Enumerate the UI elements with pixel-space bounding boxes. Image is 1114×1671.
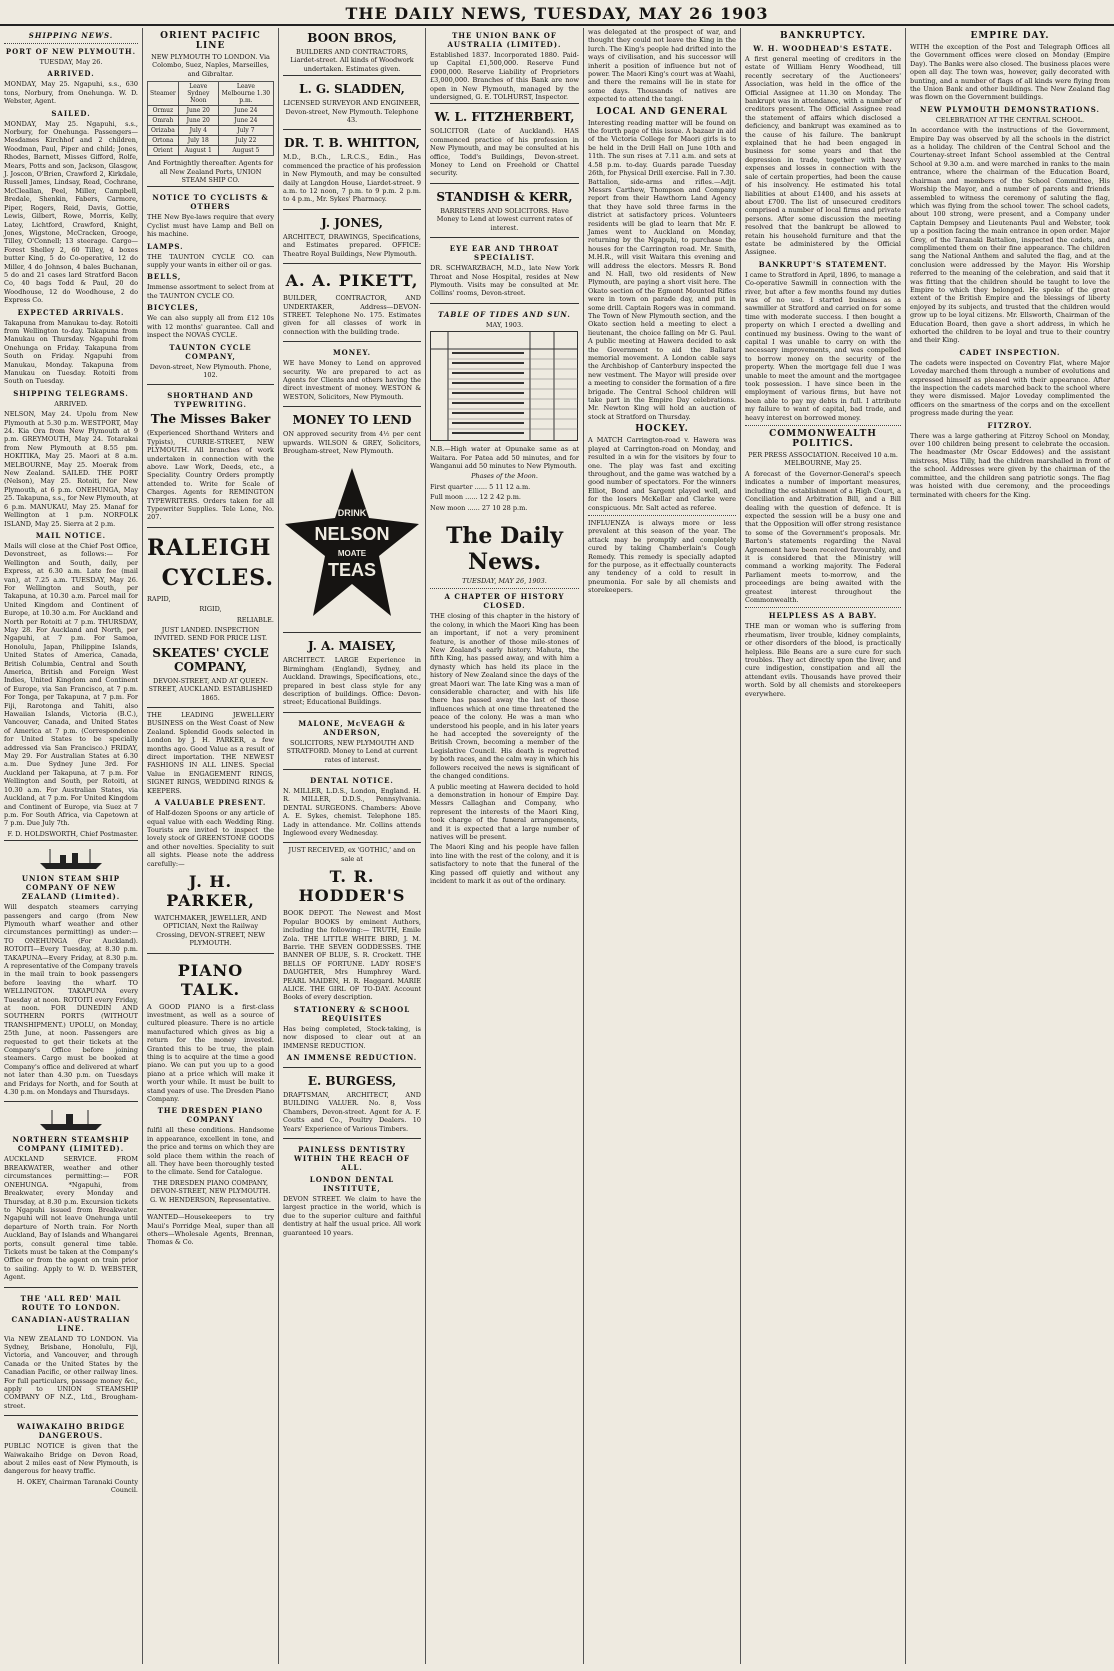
dresden-header: THE DRESDEN PIANO COMPANY (157, 1106, 264, 1125)
continued-text: was delegated at the prospect of war, and thought they could not leave the King in the lurch. The King's people had drifted into the ways of civilisation, and his successor will inherit a position of influence but not of power. The Maori King's court was at Waahi, and there the remains will lie in state for some days. Thousands of natives are expected to attend the tangi. (588, 28, 736, 104)
london-dental-header: LONDON DENTAL INSTITUTE, (309, 1175, 395, 1193)
maisey-text: ARCHITECT. LARGE Experience in Birmingham (England), Sydney, and Auckland. Drawings, Specifications, etc., prepared in best class style for any description of buildings. Office: Devon-street; Educational Buildings. (283, 656, 421, 707)
chapter-header: A CHAPTER OF HISTORY CLOSED. (444, 592, 565, 611)
pikett-header: A. A. PIKETT, (285, 271, 419, 291)
steamship-icon (36, 1108, 106, 1132)
table-row (148, 146, 274, 156)
bells-header: BELLS, (147, 272, 182, 282)
bankruptcy-sub2: BANKRUPT'S STATEMENT. (758, 259, 888, 269)
baker-text: (Experienced Shorthand Writers and Typists), CURRIE-STREET, NEW PLYMOUTH. All branches of work undertaken in connection with the above. Law Work, Deeds, etc., a Speciality. Country Orders promptly attended to. Write for Scale of Charges. Agents for REMINGTON TYPEWRITERS. Orders taken for all Typewriter Supplies. Tele Lone, No. 207. (147, 429, 274, 522)
dental-ad (283, 769, 421, 842)
jeweller-ad (147, 707, 274, 953)
london-dental-text: DEVON STREET. We claim to have the largest practice in the world, which is due to the superior culture and faithful dentistry at half the usual price. All work guaranteed 10 years. (283, 1195, 421, 1237)
arrived-header: ARRIVED. (47, 69, 95, 79)
bankruptcy-header: BANKRUPTCY. (780, 31, 866, 41)
table-cell: Ormuz (148, 106, 179, 116)
raleigh-tag: RELIABLE. (236, 615, 274, 624)
dresden-text: fulfil all these conditions. Handsome in appearance, excellent in tone, and the price and terms on which they are sold place them within the reach of all. They have been thoroughly tested to the climate. Send for Catalogue. (147, 1126, 274, 1177)
column-6 (741, 28, 905, 1666)
hodder-header: T. R. HODDER'S (298, 867, 406, 906)
union-steam-text: Will despatch steamers carrying passengers and cargo (from New Plymouth wharf weather and other circumstances permitting) as under:— TO ONEHUNGA (For Auckland). ROTOITI—Every Tuesday, at 8.30 p.m. TAKAPUNA—Every Friday, at 8.30 p.m. A representative of the Company travels in the mail train to book passengers before leaving the wharf. TO WELLINGTON. TAKAPUNA every Tuesday at noon. ROTOITI every Friday, at noon. FOR DUNEDIN AND SOUTHERN PORTS (WITHOUT TRANSHIPMENT.) UPOLU, on Monday, 25th June, at noon. Passengers are requested to get their tickets at the Company's Office before joining steamers. Cargo must be booked at Company's office and delivered at wharf not later than 4.30 p.m. on Tuesdays and Fridays for North, and for South at 4.30 p.m. on Mondays and Thursdays. (4, 903, 138, 1097)
baby-header: HELPLESS AS A BABY. (768, 611, 878, 621)
northern-steam-text: AUCKLAND SERVICE. FROM BREAKWATER, weather and other circumstances permitting:— FOR ONEHUNGA. *Ngapuhi, from Breakwater, every Monday and Thursday, at 8.30 p.m. Excursion tickets to Ngapuhi issued from Breakwater. Ngapuhi will not leave Onehunga until departure of North train. For North Auckland, Bay of Islands and Whangarei ports, consult general time table. Tickets must be taken at the Company's Office or from the agent on train prior to sailing. Apply to W. D. WEBSTER, Agent. (4, 1155, 138, 1282)
bridge-notice (4, 1415, 138, 1499)
wanted-text: WANTED—Housekeepers to try Maui's Porridge Meal, super than all others—Wholesale Agents, Brennan, Thomas & Co. (147, 1213, 274, 1247)
column-2 (143, 28, 278, 1666)
parker-text: WATCHMAKER, JEWELLER, AND OPTICIAN, Next the Railway Crossing, DEVON-STREET, NEW PLYMOUTH. (154, 913, 267, 948)
standish-header: STANDISH & KERR, (436, 189, 573, 204)
bells-text: Immense assortment to select from at the TAUNTON CYCLE CO. (147, 283, 274, 300)
table-cell: June 20 (178, 106, 218, 116)
column-3 (279, 28, 425, 1666)
orient-footer: And Fortnightly thereafter. Agents for all New Zealand Ports, UNION STEAM SHIP CO. (147, 159, 274, 185)
union-steam-header: UNION STEAM SHIP COMPANY OF NEW ZEALAND (Limited). (21, 874, 121, 902)
sladden-header: L. G. SLADDEN, (299, 82, 405, 97)
masthead-title: THE DAILY NEWS, TUESDAY, MAY 26 1903 (345, 4, 769, 23)
arrived-text: MONDAY, May 25. Ngapuhi, s.s., 630 tons, Norbury, from Onehunga. W. D. Webster, Agent. (4, 80, 138, 106)
divider (430, 588, 579, 589)
taunton-header: TAUNTON CYCLE COMPANY, (169, 342, 252, 361)
moon-header: Phases of the Moon. (471, 472, 538, 481)
received-text: JUST RECEIVED, ex 'GOTHIC,' and on sale at (288, 846, 416, 863)
table-cell: August 1 (178, 146, 218, 156)
bankruptcy-sub: W. H. WOODHEAD'S ESTATE. (753, 44, 893, 53)
cyclists-header: NOTICE TO CYCLISTS & OTHERS (152, 193, 269, 212)
jones-header: J. JONES, (321, 215, 383, 230)
local-header: LOCAL AND GENERAL (596, 106, 728, 117)
table-cell: July 7 (218, 126, 273, 136)
expected-header: EXPECTED ARRIVALS. (17, 307, 125, 317)
lamps-text: THE TAUNTON CYCLE CO. can supply your wants in either oil or gas. (147, 252, 274, 270)
standish-text: BARRISTERS AND SOLICITORS. Have Money to Lend at lowest current rates of interest. (436, 206, 573, 232)
divider (745, 607, 901, 608)
bank-text: Established 1837. Incorporated 1880. Paid-up Capital £1,500,000. Reserve Fund £900,000. Reserve Liability of Proprietors £3,000,000. Branches of this Bank are now open in New Plymouth, managed by the undersigned, G. E. TOLHURST, Inspector. (430, 51, 579, 102)
table-cell: July 18 (178, 136, 218, 146)
dateline: TUESDAY, May 26. (39, 58, 103, 66)
piano-ad (147, 953, 274, 1210)
bankruptcy-text: A first general meeting of creditors in the estate of William Henry Woodhead, till recently secretary of the Auctioneers' Association, was held in the office of the Official Assignee at 11.30 on Monday. The bankrupt was in attendance, with a number of creditors present. The Official Assignee read the statement of affairs which disclosed a deficiency, and bankrupt was examined as to the cause of his failure. The bankrupt explained that he had been engaged in business for some years and that the depression in trade, together with heavy expenses and losses in connection with the sale of certain properties, had been the cause of his insolvency. He estimated his total liabilities at about £1400, and his assets at about £700. The list of unsecured creditors comprised a number of local firms and private persons. After some discussion the meeting resolved that the bankrupt be allowed to retain his household furniture and that the estate be administered by the Official Assignee. (745, 55, 901, 257)
shipping-header: SHIPPING NEWS. (28, 31, 114, 40)
skeates-header: SKEATES' CYCLE COMPANY, (152, 645, 269, 674)
expected-text: Takapuna from Manukau to-day. Rotoiti from Wellington to-day. Takapuna from Manukau on Thursday. Ngapuhi from Onehunga on Friday. Takapuna from South on Friday. Ngapuhi from Manukau, Monday. Takapuna from Manukau on Tuesday. Rotoiti from South on Tuesday. (4, 318, 138, 386)
shorthand-header: SHORTHAND AND TYPEWRITING. (167, 391, 254, 410)
teas-word: TEAS (327, 560, 377, 581)
raleigh-text: JUST LANDED. INSPECTION INVITED. SEND FOR PRICE LIST. (153, 626, 268, 643)
moon-row: Full moon ...... 12 2 42 p.m. (430, 493, 521, 502)
column-5 (584, 28, 740, 1666)
stationery-header: STATIONERY & SCHOOL REQUISITES (293, 1004, 411, 1023)
column-1 (0, 28, 142, 1666)
divider (588, 515, 736, 516)
moate-word: MOATE (337, 549, 367, 559)
daily-news-nameplate: The Daily News. (446, 522, 563, 575)
tide-table-grid (430, 331, 578, 441)
whitton-header: DR. T. B. WHITTON, (284, 136, 420, 151)
influenza-text: INFLUENZA is always more or less prevalent at this season of the year. The attack may be promptly and completely cured by taking Chamberlain's Cough Remedy. This remedy is specially adapted for the purpose, as it effectually counteracts any tendency of a cold to result in pneumonia. For sale by all chemists and storekeepers. (588, 518, 736, 595)
moon-row: First quarter ...... 5 11 12 a.m. (430, 482, 531, 491)
pikett-ad (283, 263, 421, 341)
maisey-header: J. A. MAISEY, (308, 639, 396, 654)
northern-steam-header: NORTHERN STEAMSHIP COMPANY (LIMITED). (12, 1135, 130, 1154)
masthead (0, 0, 1114, 26)
present-text: of Half-dozen Spoons or any article of equal value with each Wedding Ring. Tourists are invited to inspect the lovely stock of GREENSTONE GOODS and other novelties. Speciality to suit all sights. Please note the address carefully:— (147, 809, 274, 868)
all-red-header: THE 'ALL RED' MAIL ROUTE TO LONDON. (20, 1293, 122, 1312)
moon-row: New moon ...... 27 10 28 p.m. (430, 503, 528, 512)
bank-header: THE UNION BANK OF AUSTRALIA (LIMITED). (447, 31, 562, 49)
jeweller-text: THE LEADING JEWELLERY BUSINESS on the West Coast of New Zealand. Splendid Goods selected in London by J. H. PARKER, a few months ago. Good Value as a result of direct importation. THE NEWEST FASHIONS IN ALL LINES. Special Value in ENGAGEMENT RINGS, SIGNET RINGS, WEDDING RINGS & KEEPERS. (147, 711, 274, 795)
burgess-header: E. BURGESS, (307, 1073, 397, 1088)
table-cell: Orient (148, 146, 179, 156)
malone-ad (283, 712, 421, 769)
daily-news-date: TUESDAY, MAY 26, 1903. (462, 576, 547, 585)
lamps-header: LAMPS. (147, 241, 184, 251)
sailed-text: MONDAY, May 25. Ngapuhi, s.s., Norbury, for Onehunga. Passengers—Mesdames Kirchhof and 2 children, Woodman, Paul, Piper and child; Jones, Rhodes, Barnett, Misses Gifford, Rolfe, Mears, Potts and son, Jackson, Glasgow, J. Joscon, O'Brien, Crawford 2, Kirkdale, Russell James, Lindsay, Read, Cochrane, McCleallan, Peel, Miller, Campbell, Bredale, Shenkin, Fabers, Carmore, Piper, Rogers, Reid, Davis, Gottie, Lewis, Gilbert, Rowe, Morris, Kelly, Latey, Lichtford, Crawford, Knight, Jones, Wigstone, McCracken, Grooge, Tilley, O'Connell; 13 steerage. Cargo—Forest Shelley 2, 60 Tilley, 4 boxes butter King, 5 do Co-operative, 12 do Miller, 4 do Johnson, 4 bales Buchanan, 5 do and 21 cases lard Stratford Bacon Co, 40 bags Todd & Paul, 20 do Woodhouse, 12 do Woodhouse, 2 do Express Co. (4, 119, 138, 305)
hodder-ad (283, 842, 421, 1067)
drink-word: DRINK (337, 508, 367, 519)
lend-header: MONEY TO LEND (292, 413, 412, 428)
sladden-text: LICENSED SURVEYOR AND ENGINEER, Devon-street, New Plymouth. Telephone 43. (283, 99, 421, 125)
london-dental-ad (283, 1138, 421, 1242)
dental-text: N. MILLER, L.D.S., London, England. H. R. MILLER, D.D.S., Pennsylvania. DENTAL SURGEONS. Chambers: Above A. E. Sykes, chemist. Telephone 185. Lady in attendance. Mr. Collins attends Inglewood every Wednesday. (283, 787, 421, 838)
bridge-header: WAIWAKAIHO BRIDGE DANGEROUS. (16, 1422, 125, 1441)
demonstration-header: NEW PLYMOUTH DEMONSTRATIONS. (920, 104, 1100, 114)
cadet-text: The cadets were inspected on Coventry Flat, where Major Loveday marched them through a number of evolutions and expressed himself as pleased with their appearance. After the inspection the cadets marched back to the school where they were dismissed. Major Loveday complimented the officers on the smartness of the corps and on the excellent progress made during the year. (910, 358, 1110, 418)
table-cell: Omrah (148, 116, 179, 126)
all-red-sub: CANADIAN-AUSTRALIAN LINE. (11, 1314, 131, 1333)
demonstration-sub: CELEBRATION AT THE CENTRAL SCHOOL. (935, 115, 1085, 124)
commonwealth-sub: PER PRESS ASSOCIATION. Received 10 a.m. MELBOURNE, May 25. (748, 451, 898, 468)
divider (4, 43, 138, 44)
cyclists-text: THE New Bye-laws require that every Cyclist must have Lamp and Bell on his machine. (147, 213, 274, 239)
port-header: PORT OF NEW PLYMOUTH. (5, 47, 137, 56)
taunton-address: Devon-street, New Plymouth. Phone, 102. (149, 362, 272, 379)
cyclists-ad (147, 186, 274, 384)
maisey-ad (283, 632, 421, 711)
present-header: A VALUABLE PRESENT. (154, 798, 267, 808)
commonwealth-text: A forecast of the Governor-General's speech indicates a number of important measures, including the establishment of a High Court, a Conciliation and Arbitration Bill, and a Bill dealing with the question of defence. It is expected the session will be a busy one and that the Opposition will offer strong resistance to some of the Government's proposals. Mr. Barton's statements regarding the Naval Agreement have been received favourably, and it is considered that the Ministry will command a working majority. The Federal Parliament meets to-morrow, and the proceedings are being awaited with the greatest interest throughout the Commonwealth. (745, 469, 901, 604)
burgess-ad (283, 1067, 421, 1138)
table-cell: July 4 (178, 126, 218, 136)
table-cell: July 22 (218, 136, 273, 146)
dresden-footer: THE DRESDEN PIANO COMPANY, DEVON-STREET, NEW PLYMOUTH. G. W. HENDERSON, Representative. (150, 1178, 271, 1204)
eye-text: DR. SCHWARZBACH, M.D., late New York Throat and Nose Hospital, resides at New Plymouth. Visits may be consulted at Mr. Collins' rooms, Devon-street. (430, 264, 579, 298)
reduction-header: AN IMMENSE REDUCTION. (286, 1052, 418, 1062)
nelson-teas-ad (283, 466, 421, 626)
hockey-header: HOCKEY. (635, 424, 689, 435)
boon-header: BOON BROS, (307, 31, 397, 45)
piano-text: A GOOD PIANO is a first-class investment, as well as a source of cultured pleasure. There is no article manufactured which gives as big a return for the money invested. Granted this to be true, the plain thing is to acquire at the time a good piano. We can put you up to a good piano at a price which will make it worth your while. It must be built to stand years of use. The Dresden Piano Company. (147, 1002, 274, 1104)
sladden-ad (283, 75, 421, 129)
table-cell: June 24 (218, 116, 273, 126)
chapter-text: A public meeting at Hawera decided to hold a demonstration in honour of Empire Day. Messrs Callaghan and Company, who represent the interests of the Maori King, took charge of the funeral arrangements, and it is expected that a large number of natives will be present. (430, 782, 579, 841)
bridge-signature: H. OKEY, Chairman Taranaki County Council. (16, 1477, 138, 1495)
telegrams-header: SHIPPING TELEGRAMS. (13, 388, 129, 398)
whitton-text: M.D., B.Ch., L.R.C.S., Edin., Has commenced the practice of his profession in New Plymouth, and may be consulted daily at Langdon House, Liardet-street. 9 a.m. to 12 noon, 7 p.m. to 9 p.m. 2 p.m. to 4 p.m., Mr. Sykes' Pharmacy. (283, 153, 421, 204)
table-row (148, 106, 274, 116)
malone-text: SOLICITORS, NEW PLYMOUTH AND STRATFORD. Money to Lend at current rates of interest. (286, 738, 418, 764)
jones-text: ARCHITECT, DRAWINGS, Specifications, and Estimates prepared. OFFICE: Theatre Royal Buildings, New Plymouth. (283, 232, 421, 258)
money-text: WE have Money to Lend on approved security. We are prepared to act as Agents for Clients and others having the direct investment of money. WESTON & WESTON, Solicitors, New Plymouth. (283, 359, 421, 401)
painless-header: PAINLESS DENTISTRY WITHIN THE REACH OF ALL. (294, 1145, 410, 1172)
divider (745, 425, 901, 426)
mail-signature: F. D. HOLDSWORTH, Chief Postmaster. (7, 829, 138, 838)
dental-header: DENTAL NOTICE. (310, 776, 394, 786)
table-row (148, 136, 274, 146)
piano-header: PIANO TALK. (177, 960, 244, 999)
steamship-icon (36, 847, 106, 871)
bicycles-header: BICYCLES, (147, 303, 199, 313)
jones-ad (283, 209, 421, 263)
table-header: Leave Sydney Noon (178, 82, 218, 106)
boon-text: BUILDERS AND CONTRACTORS, Liardet-street. All kinds of Woodwork undertaken. Estimates given. (290, 48, 414, 73)
empire-header: EMPIRE DAY. (970, 31, 1050, 41)
wanted-ad (147, 1209, 274, 1252)
table-cell: June 20 (178, 116, 218, 126)
tides-header: TABLE OF TIDES AND SUN. (438, 309, 571, 319)
bicycles-text: We can also supply all from £12 10s with 12 months' guarantee. Call and inspect the NOVAS CYCLE. (147, 314, 274, 340)
pikett-text: BUILDER, CONTRACTOR, AND UNDERTAKER, Address—DEVON-STREET. Telephone No. 175. Estimates given for all classes of work in connection with the building trade. (283, 294, 421, 336)
money-header: MONEY. (332, 348, 372, 358)
hockey-text: A MATCH Carrington-road v. Hawera was played at Carrington-road on Monday, and resulted in a win for the visitors by four to one. The play was fast and exciting throughout, and the game was watched by a good number of spectators. For the winners Elliot, Bond and Sargent played well, and for the losers McKellar and Clarke were conspicuous. Mr. Salt acted as referee. (588, 436, 736, 512)
telegrams-arrived: ARRIVED. (54, 399, 88, 408)
union-steam-ad (4, 840, 138, 1101)
fitzroy-text: There was a large gathering at Fitzroy School on Monday, over 100 children being present to celebrate the occasion. The headmaster (Mr Oscar Eddowes) and the assistant mistress, Miss Tilly, had the children marshalled in front of the school. Addresses were given by the chairman of the committee, and the children sang patriotic songs. The flag was hoisted with due ceremony, and the proceedings terminated with cheers for the King. (910, 431, 1110, 499)
tides-section (430, 303, 579, 517)
malone-header: MALONE, McVEAGH & ANDERSON, (298, 718, 406, 737)
eye-ad (430, 237, 579, 303)
sailed-header: SAILED. (51, 108, 91, 118)
nelson-word: NELSON (314, 524, 390, 545)
mail-header: MAIL NOTICE. (35, 530, 107, 540)
stationery-text: Has being completed, Stock-taking, is now disposed to clear out at an IMMENSE REDUCTION. (283, 1024, 421, 1050)
table-cell: Ortona (148, 136, 179, 146)
eye-header: EYE EAR AND THROAT SPECIALIST. (449, 244, 560, 263)
all-red-text: Via NEW ZEALAND TO LONDON. Via Sydney, Brisbane, Honolulu, Fiji, Victoria, and Vancouver, and through Canada or the United States by the Canadian Pacific, or other railway lines. For full particulars, passage money &c., apply to UNION STEAMSHIP COMPANY OF N.Z., Ltd., Brougham-street. (4, 1334, 138, 1410)
table-header-row (148, 82, 274, 106)
fitzroy-header: FITZROY. (987, 420, 1033, 430)
raleigh-cycles: CYCLES. (161, 564, 274, 591)
raleigh-tag: RAPID, (147, 594, 171, 603)
orient-header: ORIENT PACIFIC LINE (160, 31, 261, 51)
column-4 (426, 28, 583, 1666)
orient-table (147, 81, 274, 156)
table-header: Steamer (148, 82, 179, 106)
raleigh-ad (147, 527, 274, 707)
mail-text: Mails will close at the Chief Post Office, Devonstreet, as follows:— For Wellington and South, daily, per Express, at 6.30 a.m. Late fee (mail van), at 7.25 a.m. TUESDAY, May 26. For Wellington and South, per Takapuna, at 10.30 a.m. Parcel mail for United Kingdom and Continent of Europe, at 10.30 a.m. For Auckland and North per Rotoiti at 7 p.m. THURSDAY, May 28. For Auckland and North, per Ngapuhi, at 7 p.m. For Samoa, Honolulu, Japan, Philippine Islands, United States of America, Canada, British Columbia, Central and South America, British and Foreign West Indies, United Kingdom and Continent of Europe, via San Francisco, at 7 p.m. For Tonga, per Takapuna, at 7 p.m. For Fiji, Rarotonga and Tahiti, also Hawaiian Islands, Victoria (B.C.), Vancouver, Canada, and United States of America at 7 p.m. (Correspondence for United States to be specially addressed via San Francisco.) FRIDAY, May 29. For Australian States at 6.30 a.m. Due Sydney June 3rd. For Auckland per Takapuna, at 7 p.m. For Wellington and South, per Rotoiti, at 10.30 a.m. For Australian States, via Auckland, at 7 p.m. For United Kingdom and Continent of Europe, via Suez at 7 p.m. For South Africa, via Capetown at 7 p.m. Due July 7th. (4, 541, 138, 828)
table-cell: August 5 (218, 146, 273, 156)
empire-text: WITH the exception of the Post and Telegraph Offices all the Government offices were closed on Monday (Empire Day). The Banks were also closed. The business places were open all day. The town was, however, gaily decorated with bunting, and a number of flags of all kinds were flying from the Union Bank and other buildings. The New Zealand flag was flown on the Government buildings. (910, 43, 1110, 102)
cadet-header: CADET INSPECTION. (959, 347, 1061, 357)
bankruptcy-text2: I came to Stratford in April, 1896, to manage a Co-operative Sawmill in connection with the river, but after a few months found my duties was of no use. I started business as a sawmiller at Stratford and carried on for some time with moderate success. I then bought a property on which I erected a dwelling and continued my business. Owing to the want of capital I was unable to carry on with the necessary improvements, and was compelled to borrow money on the security of the property. When the mortgage fell due I was unable to meet the amount and the mortgagee took possession. I have since been in the employment of various firms, but have not been able to pay my debts in full. I attribute my failure to want of capital, bad trade, and heavy interest on borrowed money. (745, 270, 901, 422)
hodder-text: BOOK DEPOT. The Newest and Most Popular BOOKS by eminent Authors, including the following:— TRUTH, Emile Zola. THE LITTLE WHITE BIRD, J. M. Barrie. THE SEVEN GODDESSES. THE BANNER OF BLUE, S. R. Crockett. THE BELLS OF FORTUNE. LADY ROSE'S DAUGHTER, Mrs Humphrey Ward. PEARL MAIDEN, H. R. Haggard. MARIE ALICE. THE GIRL OF TO-DAY. Account Books of every description. (283, 909, 421, 1002)
skeates-text: DEVON-STREET, AND AT QUEEN-STREET, AUCKLAND. ESTABLISHED 1865. (148, 676, 273, 702)
tides-sub: MAY, 1903. (485, 320, 524, 329)
fitzherbert-ad (430, 103, 579, 182)
raleigh-title: RALEIGH (147, 534, 272, 561)
column-7 (906, 28, 1114, 1666)
table-cell: June 24 (218, 106, 273, 116)
parker-header: J. H. PARKER, (166, 871, 255, 910)
raleigh-tag: RIGID, (199, 605, 222, 614)
standish-ad (430, 183, 579, 237)
demonstration-text: In accordance with the instructions of the Government, Empire Day was observed by all the schools in the district as a holiday. The children of the Central School and the Courtenay-street Infant School assembled at the Central School at 9.30 a.m. and were marched in ranks to the main entrance, where the chairman of the Education Board, chairman and members of the School Committee, His Worship the Mayor, and a number of parents and friends assembled to witness the ceremony of saluting the flag, which was flying from the school tower. The school cadets, about 100 strong, were present, and a Company under Captain Dempsey and Lieutenants Paul and Webster, took up a position facing the main entrance in open order. Major Grey, of the Taranaki Battalion, inspected the cadets, and complimented them on their fine appearance. The children sang the National Anthem and saluted the flag, and at the conclusion were addressed by the Mayor. His Worship referred to the meaning of the celebration, and said that it was fitting that the children should be taught to love the Empire to which they belonged. He spoke of the great extent of the British Empire and the blessings of liberty enjoyed by its subjects, and trusted that the children would grow up to be loyal citizens. Mr. Ellsworth, Chairman of the Education Board, then gave a short address, in which he exhorted the children to be loyal and true to their country and their King. (910, 126, 1110, 345)
table-cell: Orizaba (148, 126, 179, 136)
chapter-text: THE closing of this chapter in the history of the colony, in which the Maori King has been an important, if not a very prominent feature, is another of those mile-stones of New Zealand's early history. Mahuta, the fifth King, has passed away, and with him a dynasty which has held its place in the history of New Zealand since the days of the great Maori war. The late King was a man of considerable character, and with his life there has passed away the last of those influences which at one time threatened the peace of the colony. He was a man who understood his people, and in his later years he had accepted the sovereignty of the British Crown, becoming a member of the Legislative Council. His death is regretted by both races, and the calm way in which his followers received the news is significant of the changed conditions. (430, 612, 579, 781)
table-header: Leave Melbourne 1.30 p.m. (218, 82, 273, 106)
table-row (148, 126, 274, 136)
lend-text: ON approved security from 4½ per cent upwards. WILSON & GREY, Solicitors, Brougham-street, New Plymouth. (283, 430, 421, 455)
shorthand-ad (147, 384, 274, 526)
fitzherbert-header: W. L. FITZHERBERT, (434, 110, 575, 125)
local-text: Interesting reading matter will be found on the fourth page of this issue. A bazaar in aid of the Victoria College for Maori girls is to be held in the Drill Hall on June 10th and 11th. The sun rises at 7.11 a.m. and sets at 4.58 p.m. to-day. Guards parade Tuesday 26th, for Physical Drill exercise. Fall in 7.30. Battalion, side-arms and rifles.—Adjt. Messrs Carthew, Thompson and Company report from their Hawthorn Land Agency that they have sold three farms in the district at satisfactory prices. Volunteers residents will be glad to learn that Mr. F. James went to Auckland on Monday, returning by the Ngapuhi, to purchase the houses for the Carrington road. Mr. Smith, M.H.R., will visit Waitara this evening and will address the electors. Messrs R. Bond and N. Hall, two old residents of New Plymouth, are paying a short visit here. The Okato section of the Egmont Mounted Rifles were in town on parade day, and put in some drill. Captain Rogers was in command. The Town of New Plymouth section, and the Okato section held a meeting to elect a lieutenant, the choice falling on Mr G. Paul. A public meeting at Hawera decided to ask the Government to aid the Ballarat memorial movement. A London cable says the Archbishop of Canterbury inspected the new vestment. The Mayor will preside over a meeting to consider the formation of a fire brigade. The Central School children will take part in the Empire Day celebrations. Mr. Newton King will hold an auction of stock at Stratford on Thursday. (588, 118, 736, 421)
orient-sub: NEW PLYMOUTH TO LONDON. Via Colombo, Suez, Naples, Marseilles, and Gibraltar. (151, 53, 270, 78)
commonwealth-header: COMMONWEALTH POLITICS. (769, 429, 877, 450)
baby-text: THE man or woman who is suffering from rheumatism, liver trouble, kidney complaints, or other disorders of the blood, is practically helpless. Bile Beans are a sure cure for such troubles. They act directly upon the liver, and cure indigestion, constipation and all the attendant evils. Thousands have proved their worth. Sold by all chemists and storekeepers everywhere. (745, 622, 901, 698)
fitzherbert-text: SOLICITOR (Late of Auckland). HAS commenced practice of his profession in New Plymouth, and may be consulted at his office, Todd's Buildings, Devon-street. Money to Lend on Freehold or Chattel security. (430, 127, 579, 178)
northern-steam-ad (4, 1101, 138, 1286)
telegrams-text: NELSON, May 24. Upolu from New Plymouth at 5.30 p.m. WESTPORT, May 24. Kia Ora from New Plymouth at 9 p.m. GREYMOUTH, May 24. Totarakai from New Plymouth at 8.55 pm. HOKITIKA, May 25. Maori at 8 a.m. MELBOURNE, May 25. Moerak from New Zealand. SAILED. THE PORT (Nelson), May 25. Rotoiti, for New Plymouth, at 6 p.m. ONEHUNGA, May 25. Takapuna, s.s., for New Plymouth, at 6 p.m. MANUKAU, May 25. Manaf for Wellington at 1 p.m. NORFOLK ISLAND, May 25. Sierra at 2 p.m. (4, 410, 138, 528)
whitton-ad (283, 129, 421, 208)
money-ad (283, 341, 421, 406)
all-red-ad (4, 1287, 138, 1416)
burgess-text: DRAFTSMAN, ARCHITECT, AND BUILDING VALUER. No. 8, Voss Chambers, Devon-street. Agent for A. F. Coutts and Co., Poultry Dealers. 10 Years' Experience of Various Timbers. (283, 1090, 421, 1133)
chapter-text: The Maori King and his people have fallen into line with the rest of the colony, and it is satisfactory to note that the funeral of the King passed off quietly and without any incident to mark it as out of the ordinary. (430, 843, 579, 885)
star-emblem-icon (283, 466, 421, 626)
tides-note: N.B.—High water at Opunake same as at Waitara. For Patea add 50 minutes, and for Wanganui add 50 minutes to New Plymouth. (430, 445, 579, 470)
baker-header: The Misses Baker (150, 412, 271, 427)
lend-ad (283, 406, 421, 460)
bridge-text: PUBLIC NOTICE is given that the Waiwakaiho Bridge on Devon Road, about 2 miles east of New Plymouth, is dangerous for heavy traffic. (4, 1442, 138, 1476)
table-row (148, 116, 274, 126)
